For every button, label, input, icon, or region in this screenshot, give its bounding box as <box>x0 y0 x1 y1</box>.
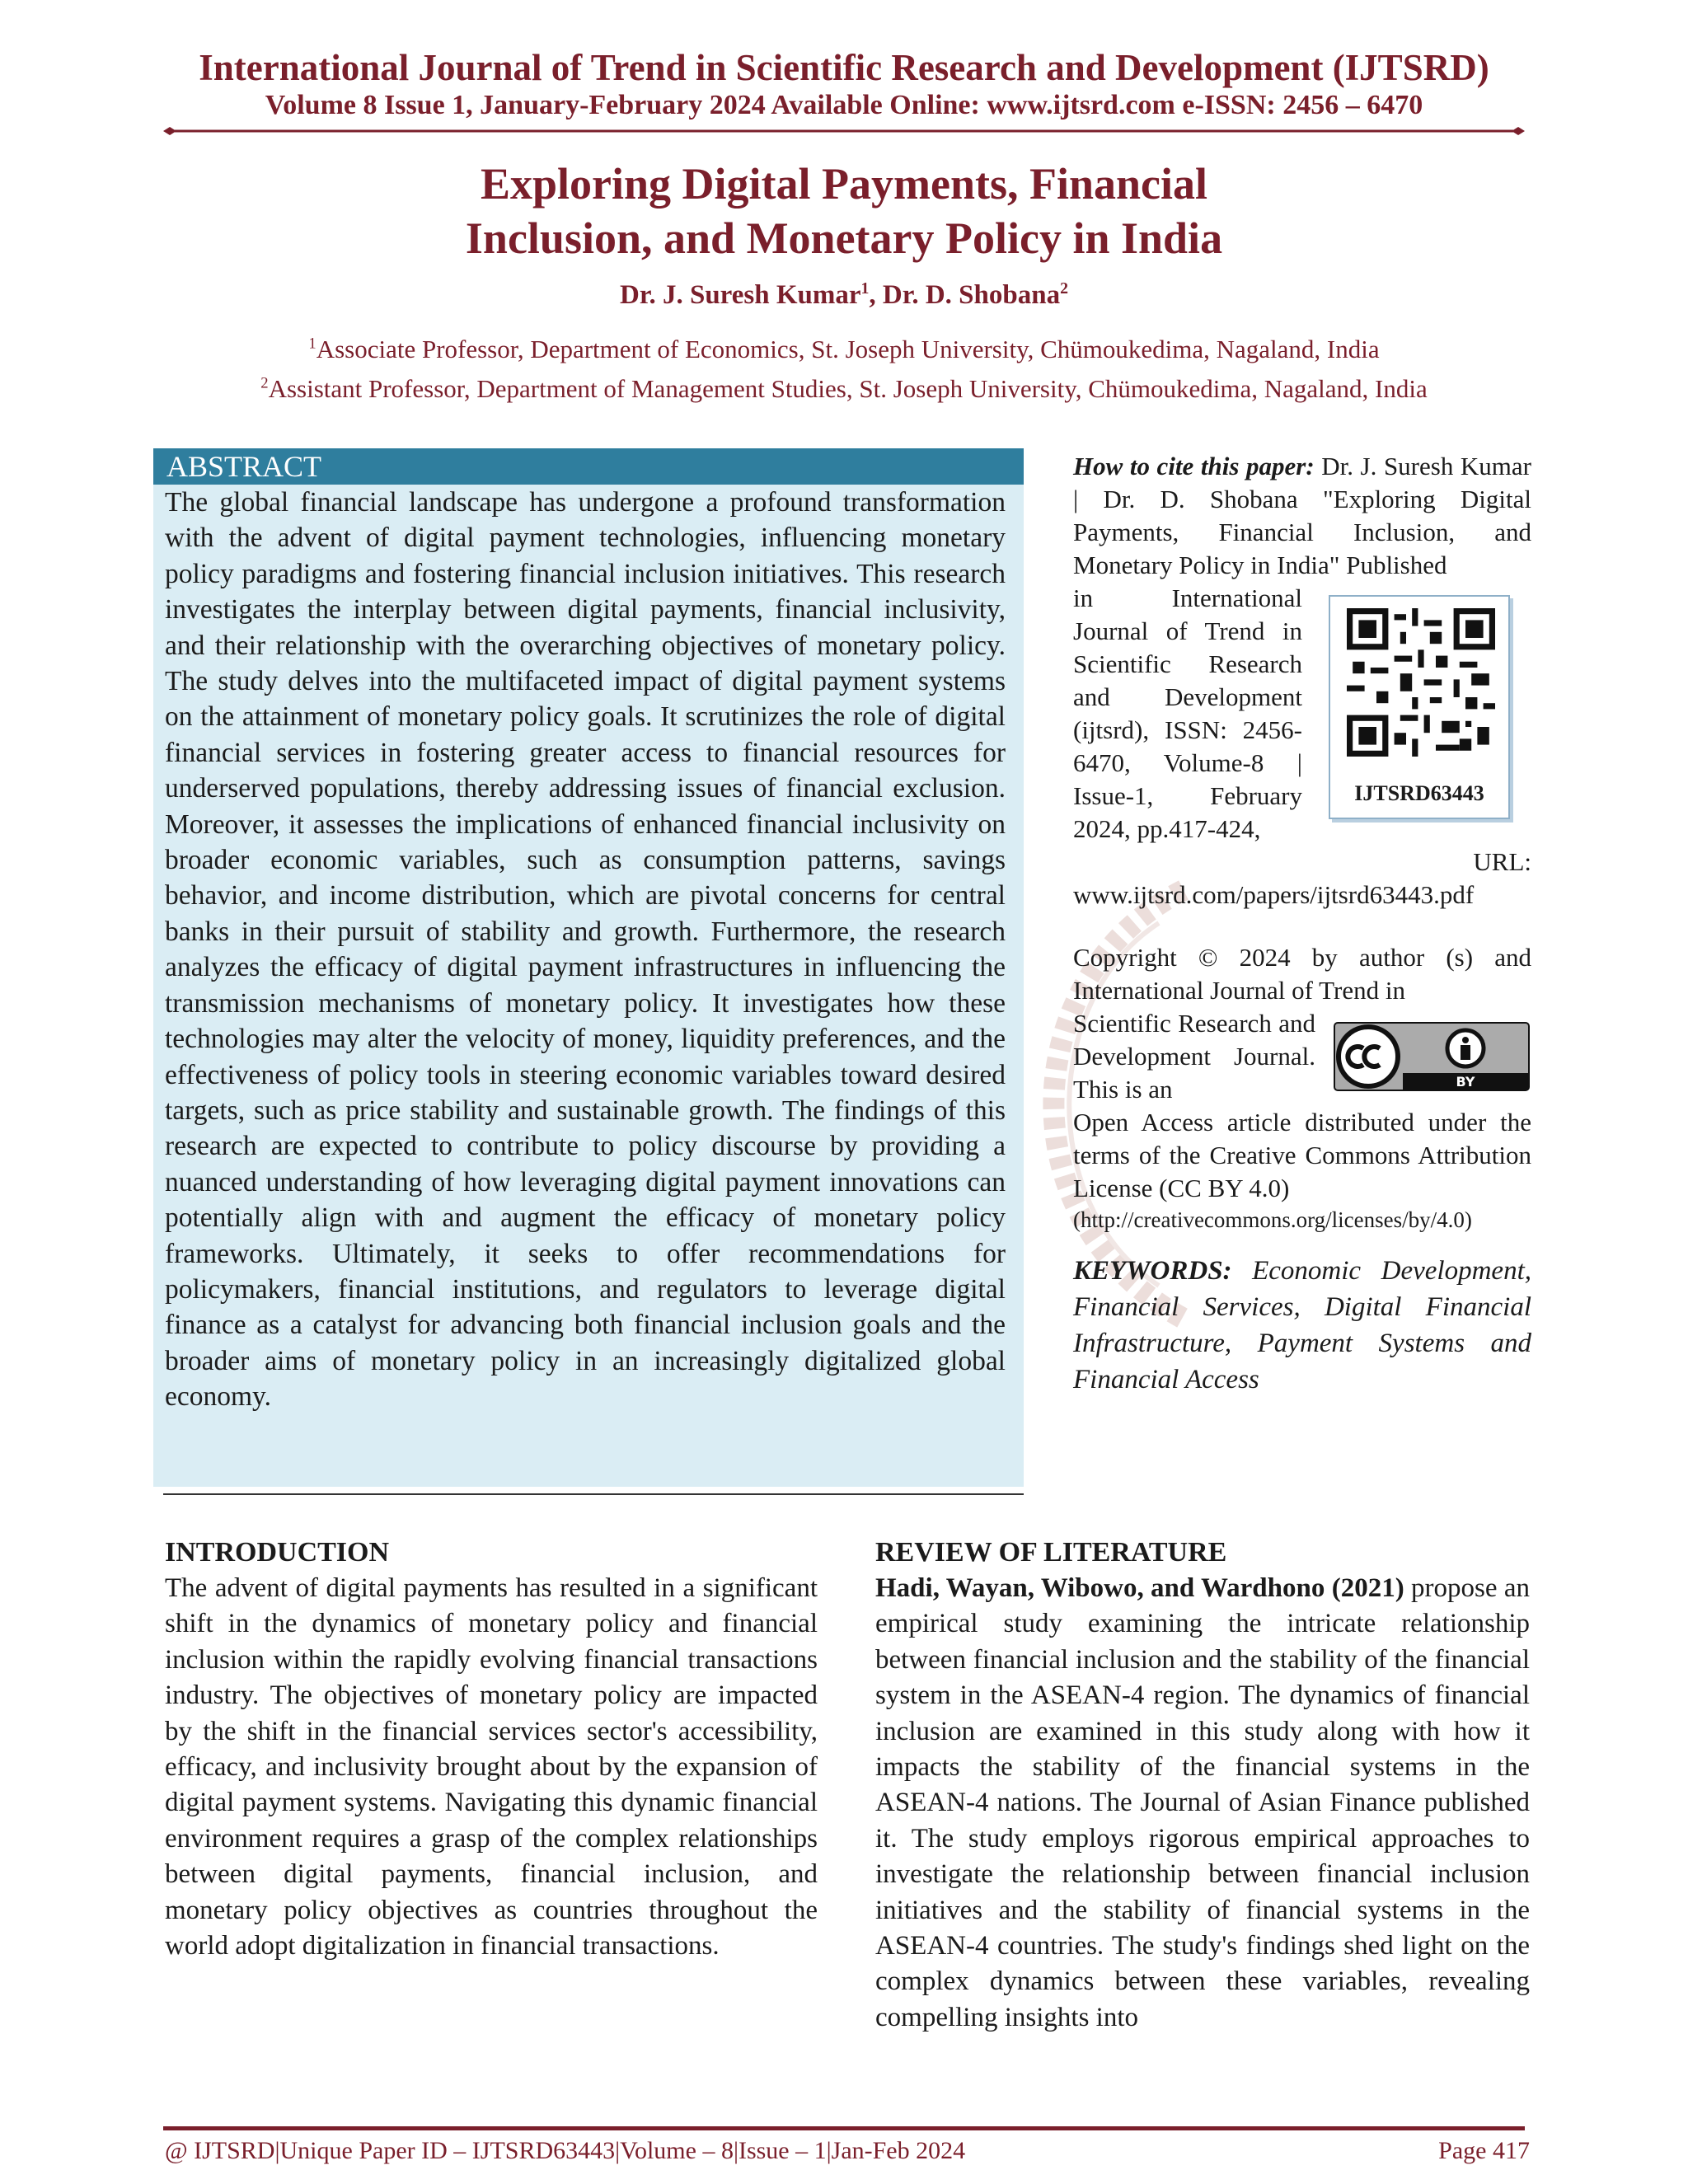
authors <box>0 277 1688 313</box>
citation-text-top: Dr. J. Suresh Kumar | Dr. D. Shobana "Exploring Digital Payments, Financial Inclusion, and Monetary Policy in India" Published <box>1073 452 1531 579</box>
qr-code-icon <box>1347 608 1495 757</box>
footer-separator: | <box>274 2137 280 2164</box>
affiliation-1-mark: 1 <box>308 335 316 353</box>
introduction-heading: INTRODUCTION <box>165 1537 390 1568</box>
journal-issue-line: Volume 8 Issue 1, January-February 2024 Available Online: www.ijtsrd.com e-ISSN: 2456 – 6470 <box>265 90 1423 120</box>
literature-text <box>875 1571 1530 2036</box>
footer-separator: | <box>826 2137 832 2164</box>
footer-journal: @ IJTSRD <box>165 2137 275 2164</box>
journal-title: International Journal of Trend in Scientific Research and Development (IJTSRD) <box>199 47 1489 88</box>
copyright-text-top: Copyright © 2024 by author (s) and International Journal of Trend in <box>1073 943 1531 1005</box>
affiliation-1 <box>0 333 1688 366</box>
author-2: Dr. D. Shobana <box>882 280 1061 310</box>
footer-page-number: Page 417 <box>1438 2137 1530 2164</box>
literature-authors: Hadi, Wayan, Wibowo, and Wardhono (2021) <box>875 1573 1404 1603</box>
keywords <box>1073 1253 1531 1398</box>
affiliation-2-text: Assistant Professor, Department of Management Studies, St. Joseph University, Chümoukedima, Nagaland, India <box>268 374 1428 403</box>
cc-badge-by-label: BY <box>1456 1074 1475 1090</box>
author-1-affiliation-mark: 1 <box>860 279 870 298</box>
affiliation-2-mark: 2 <box>260 374 269 392</box>
keywords-text: Economic Development, Financial Services, Digital Financial Infrastructure, Payment Systems and Financial Access <box>1073 1256 1531 1394</box>
author-1: Dr. J. Suresh Kumar <box>620 280 861 310</box>
literature-heading: REVIEW OF LITERATURE <box>875 1537 1227 1568</box>
literature-body: propose an empirical study examining the intricate relationship between financial inclusion and the stability of the financial system in the ASEAN-4 region. The dynamics of financial inclusion are examined in this study along with how it impacts the stability of the financial systems in the ASEAN-4 nations. The Journal of Asian Finance published it. The study employs rigorous empirical approaches to investigate the relationship between financial inclusion initiatives and the stability of financial systems in the ASEAN-4 countries. The study's findings shed light on the complex dynamics between these variables, revealing compelling insights into <box>875 1573 1530 2032</box>
footer-separator: | <box>733 2137 738 2164</box>
paper-title-line-1: Exploring Digital Payments, Financial <box>480 159 1208 209</box>
license-url[interactable]: (http://creativecommons.org/licenses/by/4.0) <box>1073 1207 1472 1232</box>
abstract-heading: ABSTRACT <box>153 448 1024 485</box>
author-separator: , <box>869 280 883 310</box>
qr-code-label: IJTSRD63443 <box>1354 781 1484 805</box>
citation-text-narrow: in International Journal of Trend in Scientific Research and Development (ijtsrd), ISSN: 2456-6470, Volume-8 | Issue-1, February 2024, pp.417-424, <box>1073 583 1302 843</box>
qr-code-card <box>1329 595 1510 819</box>
footer-separator: | <box>615 2137 621 2164</box>
footer-divider <box>163 2126 1525 2130</box>
footer-issue: Issue – 1 <box>738 2137 827 2164</box>
author-2-affiliation-mark: 2 <box>1060 279 1068 298</box>
footer-volume: Volume – 8 <box>620 2137 734 2164</box>
abstract-text: The global financial landscape has undergone a profound transformation with the advent of digital payment technologies, influencing monetary policy paradigms and fostering financial inclusion initiatives. This research investigates the interplay between digital payments, financial inclusivity, and their relationship with the overarching objectives of monetary policy. The study delves into the multifaceted impact of digital payment systems on the attainment of monetary policy goals. It scrutinizes the role of digital financial services in fostering greater access to financial resources for underserved populations, thereby addressing issues of financial exclusion. Moreover, it assesses the implications of enhanced financial inclusivity on broader economic variables, such as consumption patterns, savings behavior, and income distribution, which are pivotal concerns for central banks in their pursuit of stability and growth. Furthermore, the research analyzes the efficacy of digital payment infrastructures in influencing the transmission mechanisms of monetary policy. It investigates how these technologies may alter the velocity of money, liquidity preferences, and the effectiveness of policy tools in steering economic variables toward desired targets, such as price stability and sustainable growth. The findings of this research are expected to contribute to policy discourse by providing a nuanced understanding of how leveraging digital payment innovations can potentially align with and augment the efficacy of monetary policy frameworks. Ultimately, it seeks to offer recommendations for policymakers, financial institutions, and regulators to leverage digital finance as a catalyst for advancing both financial inclusion goals and the broader aims of monetary policy in an increasingly digitalized global economy. <box>165 487 1006 1413</box>
citation-top <box>1073 450 1531 582</box>
citation-url-label: URL: <box>1473 847 1531 876</box>
introduction-text: The advent of digital payments has resulted in a significant shift in the dynamics of monetary policy and financial inclusion within the rapidly evolving financial transactions industry. The objectives of monetary policy are impacted by the shift in the financial services sector's accessibility, efficacy, and inclusivity brought about by the expansion of digital payment systems. Navigating this dynamic financial environment requires a grasp of the complex relationships between digital payments, financial inclusion, and monetary policy objectives as countries throughout the world adopt digitalization in financial transactions. <box>165 1573 818 1961</box>
paper-title-line-2: Inclusion, and Monetary Policy in India <box>465 213 1223 263</box>
citation-url-line <box>1073 846 1531 912</box>
page-footer <box>165 2135 1530 2168</box>
citation-url[interactable]: www.ijtsrd.com/papers/ijtsrd63443.pdf <box>1073 880 1475 909</box>
footer-date: Jan-Feb 2024 <box>831 2137 966 2164</box>
footer-paper-id: Unique Paper ID – IJTSRD63443 <box>279 2137 616 2164</box>
copyright-text-bottom: Open Access article distributed under the terms of the Creative Commons Attribution License (CC BY 4.0) <box>1073 1108 1531 1202</box>
copyright-text-narrow: Scientific Research and Development Journal. This is an <box>1073 1009 1315 1104</box>
citation-label: How to cite this paper: <box>1073 452 1315 480</box>
abstract-bottom-rule <box>163 1493 1024 1495</box>
paper-title <box>0 157 1688 265</box>
cc-by-badge-icon <box>1334 1022 1530 1091</box>
affiliation-1-text: Associate Professor, Department of Economics, St. Joseph University, Chümoukedima, Nagaland, India <box>316 335 1380 363</box>
keywords-label: KEYWORDS: <box>1073 1256 1232 1286</box>
header-divider <box>163 127 1525 135</box>
affiliation-2 <box>0 373 1688 405</box>
